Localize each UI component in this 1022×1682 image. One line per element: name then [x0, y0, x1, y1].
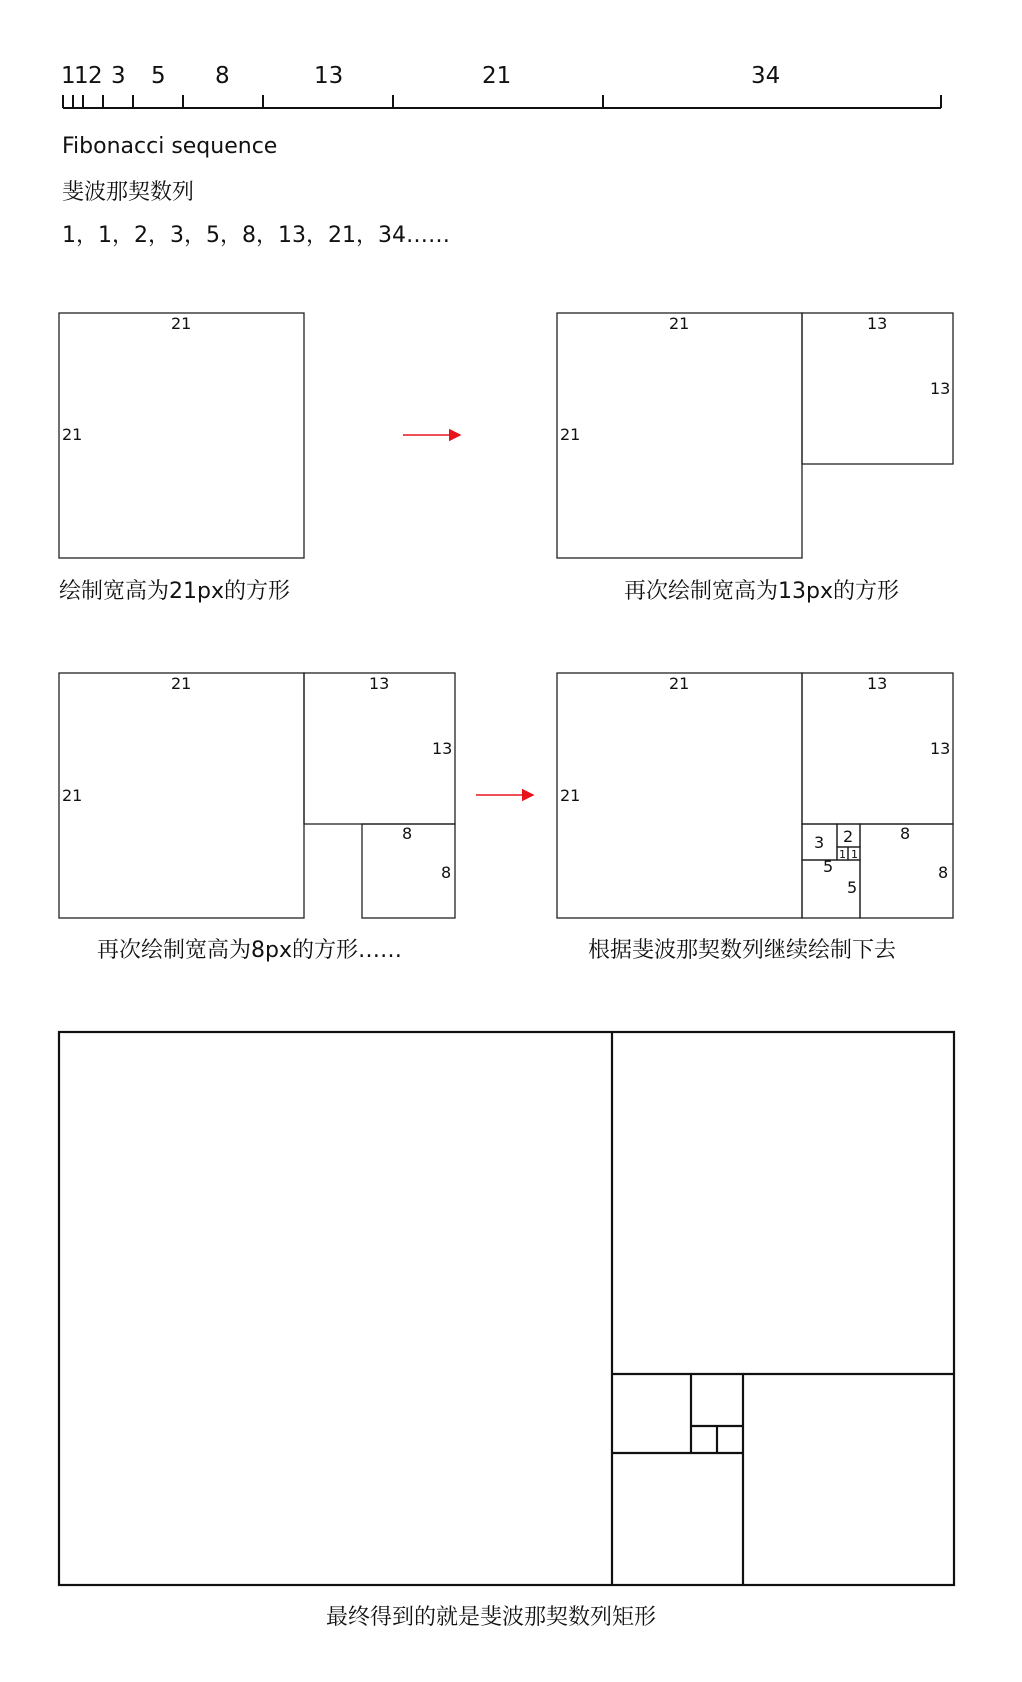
step2-diagram	[557, 313, 953, 558]
step2-caption: 再次绘制宽高为13px的方形	[624, 579, 899, 604]
outer-rectangle	[59, 1032, 954, 1585]
square-21	[59, 673, 304, 918]
ruler-label: 8	[215, 63, 230, 89]
square-13-top-label: 13	[867, 314, 888, 333]
fibonacci-ruler	[61, 63, 941, 108]
square-8-right-label: 8	[938, 863, 949, 882]
ruler-label: 1	[61, 63, 76, 89]
square-21-top-label: 21	[669, 674, 690, 693]
square-1-label: 1	[839, 848, 846, 861]
square-13-right-label: 13	[432, 739, 453, 758]
square-13-top-label: 13	[369, 674, 390, 693]
square-8-top-label: 8	[900, 824, 911, 843]
square-21	[557, 673, 802, 918]
square-13-right-label: 13	[930, 379, 951, 398]
sequence-text: 1，1，2，3，5，8，13，21，34……	[62, 223, 450, 248]
square-3-label: 3	[814, 833, 825, 852]
ruler-label: 34	[751, 63, 781, 89]
final-caption: 最终得到的就是斐波那契数列矩形	[326, 1605, 657, 1630]
square-21-left-label: 21	[560, 425, 581, 444]
ruler-label: 2	[88, 63, 103, 89]
square-13-top-label: 13	[867, 674, 888, 693]
square-21-top-label: 21	[171, 314, 192, 333]
step3-diagram	[59, 673, 455, 918]
title-english: Fibonacci sequence	[62, 134, 278, 159]
square-5-label: 5	[823, 857, 834, 876]
square-21-left-label: 21	[62, 425, 83, 444]
final-fibonacci-rectangle	[59, 1032, 954, 1585]
ruler-label: 1	[74, 63, 89, 89]
square-21-left-label: 21	[62, 786, 83, 805]
square-21-top-label: 21	[171, 674, 192, 693]
square-13-right-label: 13	[930, 739, 951, 758]
step4-caption: 根据斐波那契数列继续绘制下去	[588, 938, 897, 963]
square-21-left-label: 21	[560, 786, 581, 805]
ruler-label: 13	[314, 63, 344, 89]
square-21	[557, 313, 802, 558]
step1-diagram	[59, 313, 304, 558]
ruler-label: 3	[111, 63, 126, 89]
square-8-right-label: 8	[441, 863, 452, 882]
square-8-top-label: 8	[402, 824, 413, 843]
step1-caption: 绘制宽高为21px的方形	[59, 579, 290, 604]
title-chinese: 斐波那契数列	[62, 180, 195, 205]
square-21	[59, 313, 304, 558]
square-21-top-label: 21	[669, 314, 690, 333]
step4-diagram	[557, 673, 953, 918]
square-2-label: 2	[843, 827, 854, 846]
ruler-label: 21	[482, 63, 512, 89]
square-1-label: 1	[851, 848, 858, 861]
square-5-label: 5	[847, 878, 858, 897]
ruler-label: 5	[151, 63, 166, 89]
step3-caption: 再次绘制宽高为8px的方形……	[97, 938, 402, 963]
